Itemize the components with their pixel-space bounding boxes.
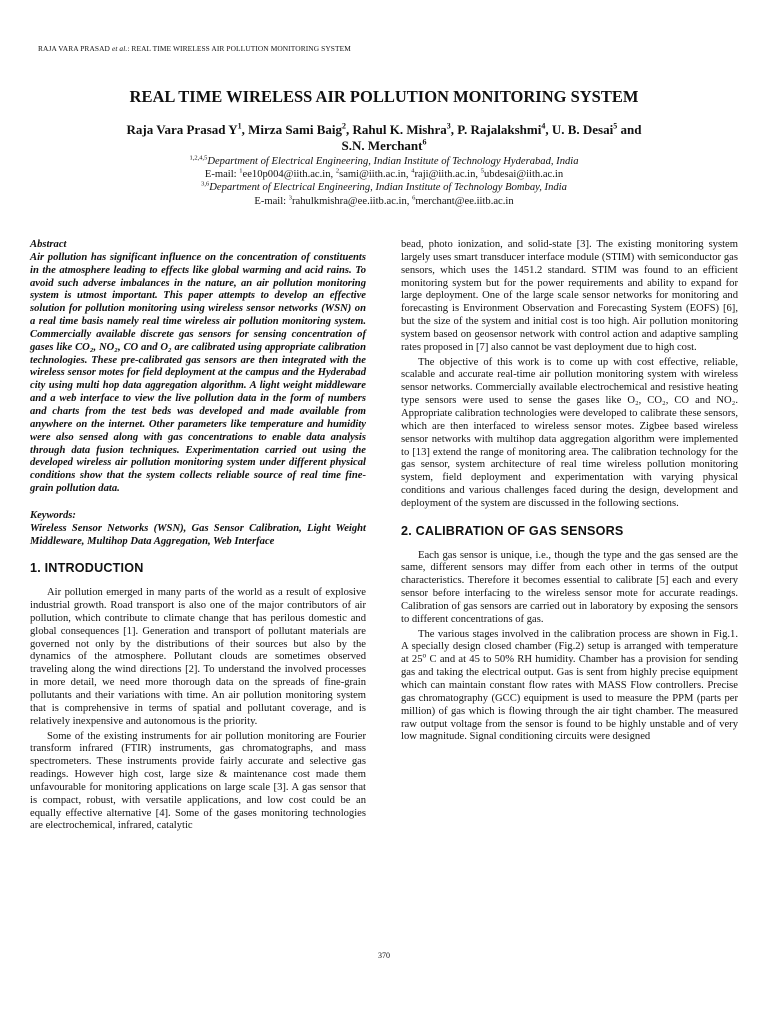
email-address: raji@iith.ac.in, bbox=[414, 169, 481, 180]
author-sup: 5 bbox=[613, 121, 618, 131]
author-sep: , bbox=[545, 122, 552, 137]
author-list bbox=[60, 122, 708, 153]
author-name: Rahul K. Mishra bbox=[352, 122, 447, 137]
paragraph-objective: The objective of this work is to come up with cost effective, reliable, scalable and accurate real-time air pollution monitoring system with wireless sensor networks. Commercially available electrochemical and resistive heating type sensors were used to sense the gases like O₂, CO₂, CO and NO₂. Appropriate calibration technologies were developed to calibrate these sensors, which are then interfaced to wireless sensor motes. Zigbee based wireless sensor networks with multihop data aggregation algorithm were implemented to [13] extend the range of monitoring area. The calibration technology for the gas sensor, system architecture of real time wireless pollution monitoring system, field deployment and experimentation with varying physical conditions and various challenges faced during the design, development and deployment of the system are discussed in the following sections. bbox=[401, 356, 738, 509]
author-sep: , bbox=[346, 122, 353, 137]
keywords-body: Wireless Sensor Networks (WSN), Gas Sensor Calibration, Light Weight Middleware, Multihop Data Aggregation, Web Interface bbox=[30, 522, 366, 547]
author-sup: 3 bbox=[446, 121, 451, 131]
author-sup: 2 bbox=[342, 121, 347, 131]
affiliation-iitb bbox=[0, 181, 768, 194]
paragraph-calibration-stages bbox=[401, 629, 738, 745]
running-head-title: : REAL TIME WIRELESS AIR POLLUTION MONITORING SYSTEM bbox=[127, 44, 351, 53]
email-sup: 5 bbox=[480, 167, 484, 175]
email-sup: 3 bbox=[288, 194, 293, 202]
running-head bbox=[38, 44, 351, 53]
affiliation-sup: 1,2,4,5 bbox=[189, 154, 208, 162]
section-heading-calibration: 2. CALIBRATION OF GAS SENSORS bbox=[401, 523, 624, 538]
email-address: ubdesai@iith.ac.in bbox=[483, 169, 564, 180]
abstract-body: Air pollution has significant influence on the concentration of constituents in the atmosphere leading to effects like global warming and acid rains. To avoid such adverse imbalances in the nature, an air pollution monitoring system is utmost important. This paper attempts to develop an effective solution for pollution monitoring using wireless sensor networks (WSN) on a real time basis namely real time wireless air pollution monitoring system. Commercially available discrete gas sensors for sensing concentration of gases like CO₂, NO₂, CO and O₂ are calibrated using appropriate calibration technologies. These pre-calibrated gas sensors are then integrated with the wireless sensor motes for field deployment at the campus and the Hyderabad city using multi hop data aggregation algorithm. A light weight middleware and a web interface to view the live pollution data in the form of numbers and charts from the test beds was developed and made available from anywhere on the internet. Other parameters like temperature and humidity were also sensed along with gas concentrations to enable data analysis through data fusion techniques. Experimentation carried out using the developed wireless air pollution monitoring system under different physical conditions show that the system collects reliable source of real time fine-grain pollution data. bbox=[30, 251, 366, 495]
affiliation-iith bbox=[0, 155, 768, 168]
author-sup: 6 bbox=[422, 137, 427, 147]
affiliation-dept: Department of Electrical Engineering, Indian Institute of Technology Hyderabad, India bbox=[207, 156, 579, 167]
abstract-heading: Abstract bbox=[30, 239, 67, 250]
paragraph: Air pollution emerged in many parts of the world as a result of explosive industrial growth. Road transport is also one of the major contributors of air pollution, which contribute to climate change that has perilous domestic and global consequences [1]. Generation and transport of pollutant materials are governed not only by the distributions of their sources but also by the dynamics of the atmosphere. Pollutant clouds are sometimes observed traveling along the wind directions [2]. To understand the involved processes in more detail, we need more thorough data on the spreads of fine-grain pollutants and their variations with time. An air pollution monitoring system that is comprehensive in terms of spatial and pollutant coverage, and is relatively inexpensive and autonomous is the priority. bbox=[30, 587, 366, 727]
email-sup: 4 bbox=[411, 167, 415, 175]
author-sup: 4 bbox=[541, 121, 546, 131]
paragraph-continuation: bead, photo ionization, and solid-state [3]. The existing monitoring system largely uses smart transducer interface module (STIM) with semiconductor gas sensors, which uses the 1451.2 standard. STIM was found to an efficient monitoring system but for the power requirements and ability to expand for large deployment. One of the large scale sensor networks for monitoring and forecasting is Environment Observation and Forecasting System (EOFS) [6], but the size of the system and initial cost is too high. Air pollution monitoring system based on geosensor network with control action and adaptive sampling rates proposed in [7] also cannot be vast deployment due to high cost. bbox=[401, 239, 738, 353]
section-heading-introduction: 1. INTRODUCTION bbox=[30, 561, 144, 576]
right-column bbox=[401, 239, 738, 744]
email-line-iitb bbox=[0, 195, 768, 208]
email-sup: 1 bbox=[239, 167, 243, 175]
degree-sup: o bbox=[422, 650, 427, 660]
author-sep: , bbox=[450, 122, 458, 137]
email-address: rahulkmishra@ee.iitb.ac.in, bbox=[292, 196, 413, 207]
paragraph: Each gas sensor is unique, i.e., though the type and the gas sensed are the same, different sensors may differ from each other in terms of the output characteristics. Therefore it becomes essential to calibrate [5] each and every sensor before interfacing to the wireless sensor mote for accurate readings. Calibration of gas sensors are carried out in laboratory by exposing the sensors to different concentrations of gas. bbox=[401, 549, 738, 625]
paragraph: Some of the existing instruments for air pollution monitoring are Fourier transform infrared (FTIR) instruments, gas chromatographs, and mass spectrometers. These instruments provide fairly accurate and selective gas readings. However high cost, large size & maintenance cost made them unfavourable for monitoring applications on large scale [3]. A gas sensor that is compact, robust, with versatile applications, and low cost could be an equally effective alternative [4]. Some of the gases monitoring technologies are electrochemical, infrared, catalytic bbox=[30, 730, 366, 832]
paper-title: REAL TIME WIRELESS AIR POLLUTION MONITORING SYSTEM bbox=[129, 87, 639, 106]
affiliation-dept: Department of Electrical Engineering, Indian Institute of Technology Bombay, India bbox=[209, 182, 567, 193]
keywords-heading: Keywords: bbox=[30, 509, 76, 521]
email-address: merchant@ee.iitb.ac.in bbox=[415, 196, 514, 207]
email-sup: 6 bbox=[412, 194, 416, 202]
author-name: P. Rajalakshmi bbox=[457, 122, 542, 137]
running-head-etal: et al. bbox=[111, 44, 128, 53]
author-sep: , bbox=[241, 122, 249, 137]
page-number: 370 bbox=[378, 951, 390, 960]
email-address: ee10p004@iith.ac.in, bbox=[242, 169, 336, 180]
author-name: S.N. Merchant bbox=[341, 137, 423, 153]
text-run: C and at 45 to 50% RH humidity. Chamber has a provision for sending gas and taking the electrical output. Gas is sent from highly precise equipment which can maintain constant flow rates with MASS Flow controllers. Precise gas chromatography (GCC) equipment is used to measure the PPM (parts per million) of gas which is flowing through the air tight chamber. The measured raw output voltage from the sensor is found to be highly unstable and of very low magnitude. Signal conditioning circuits were designed bbox=[401, 654, 738, 743]
running-head-authors: RAJA VARA PRASAD bbox=[38, 44, 110, 53]
author-name: Mirza Sami Baig bbox=[248, 122, 343, 137]
email-address: sami@iith.ac.in, bbox=[339, 169, 412, 180]
email-sup: 2 bbox=[335, 167, 340, 175]
author-sup: 1 bbox=[237, 121, 242, 131]
text-run: The various stages involved in the calibration process are shown in Fig.1. A specially design closed chamber (Fig.2) setup is arranged with temperature at 25 bbox=[401, 628, 738, 666]
author-sep: and bbox=[617, 122, 642, 137]
email-label: E-mail: bbox=[204, 169, 240, 180]
email-line-iith bbox=[0, 168, 768, 181]
author-name: Raja Vara Prasad Y bbox=[126, 122, 238, 137]
affiliation-sup: 3,6 bbox=[201, 180, 210, 188]
left-column bbox=[30, 239, 366, 833]
email-label: E-mail: bbox=[254, 196, 289, 207]
author-name: U. B. Desai bbox=[551, 122, 614, 137]
